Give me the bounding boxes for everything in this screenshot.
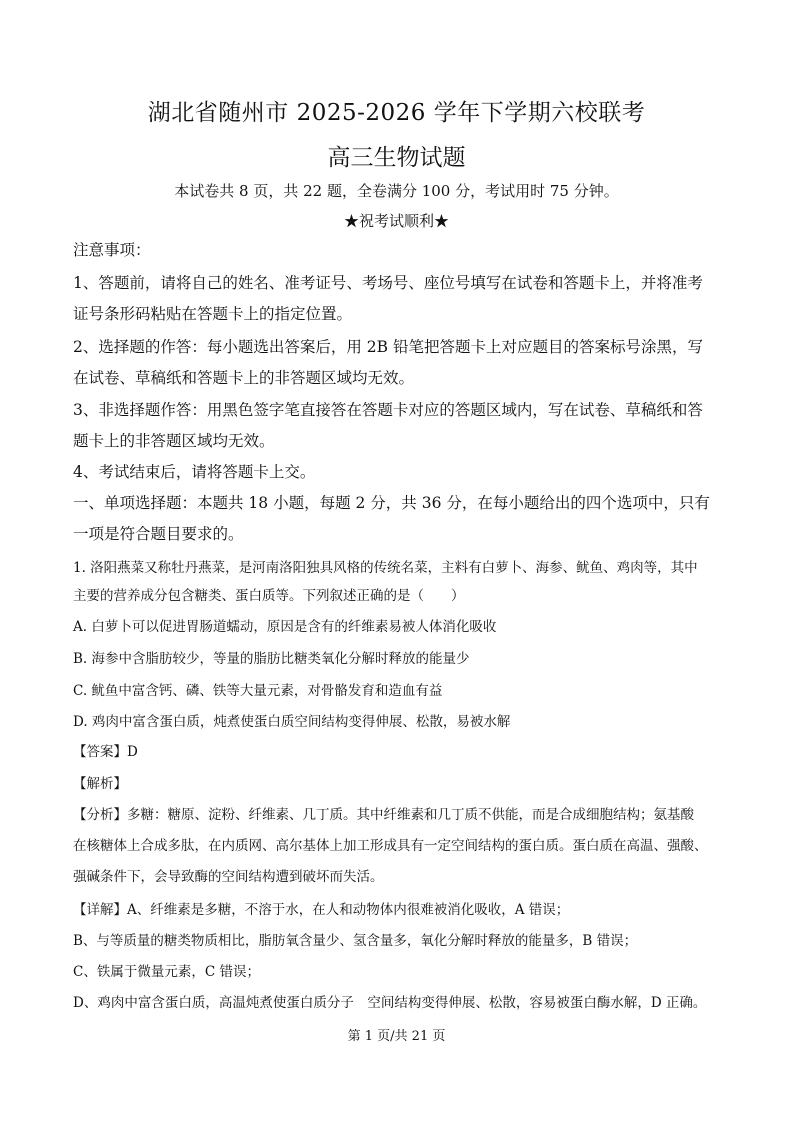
notice-line-5: 3、非选择题作答：用黑色签字笔直接答在答题卡对应的答题区域内，写在试卷、草稿纸和答 [73, 401, 703, 419]
detail-line-2: B、与等质量的糖类物质相比，脂肪氧含量少、氢含量多，氧化分解时释放的能量多，B 错误； [73, 933, 638, 949]
detail-line-3: C、铁属于微量元素，C 错误； [73, 964, 260, 980]
section-heading-line-2: 一项是符合题目要求的。 [73, 525, 244, 543]
good-luck-line: ★祝考试顺利★ [343, 212, 449, 230]
notice-line-6: 题卡上的非答题区域均无效。 [73, 432, 275, 450]
detail-line-1: 【详解】A、纤维素是多糖，不溶于水，在人和动物体内很难被消化吸收，A 错误； [73, 902, 570, 918]
option-d: D. 鸡肉中富含蛋白质，炖煮使蛋白质空间结构变得伸展、松散，易被水解 [73, 714, 511, 730]
page-number: 第 1 页/共 21 页 [347, 1029, 446, 1044]
notice-line-4: 在试卷、草稿纸和答题卡上的非答题区域均无效。 [73, 369, 415, 387]
option-c: C. 鱿鱼中富含钙、磷、铁等大量元素，对骨骼发育和造血有益 [73, 683, 443, 699]
notice-line-7: 4、考试结束后，请将答题卡上交。 [73, 463, 316, 481]
notice-line-2: 证号条形码粘贴在答题卡上的指定位置。 [73, 305, 353, 323]
detail-line-4: D、鸡肉中富含蛋白质，高温炖煮使蛋白质分子 空间结构变得伸展、松散，容易被蛋白酶水解，D 正确。 [73, 995, 707, 1011]
section-heading-line-1: 一、单项选择题：本题共 18 小题，每题 2 分，共 36 分，在每小题给出的四个选项中，只有 [73, 494, 710, 512]
option-b: B. 海参中含脂肪较少，等量的脂肪比糖类氧化分解时释放的能量少 [73, 651, 470, 667]
answer-line: 【答案】D [73, 744, 138, 760]
notice-line-1: 1、答题前，请将自己的姓名、准考证号、考场号、座位号填写在试卷和答题卡上，并将准考 [73, 274, 703, 292]
notice-line-3: 2、选择题的作答：每小题选出答案后，用 2B 铅笔把答题卡上对应题目的答案标号涂黑，写 [73, 338, 703, 356]
question-stem-line-2: 主要的营养成分包含糖类、蛋白质等。下列叙述正确的是（ ） [73, 588, 465, 604]
analysis-line-2: 在核糖体上合成多肽，在内质网、高尔基体上加工形成具有一定空间结构的蛋白质。蛋白质在高温、强酸、 [73, 838, 708, 854]
exam-title: 湖北省随州市 2025-2026 学年下学期六校联考 [147, 100, 646, 126]
analysis-label: 【解析】 [73, 776, 127, 792]
option-a: A. 白萝卜可以促进胃肠道蠕动，原因是含有的纤维素易被人体消化吸收 [73, 619, 497, 635]
exam-subject-title: 高三生物试题 [327, 145, 466, 171]
analysis-line-1: 【分析】多糖：糖原、淀粉、纤维素、几丁质。其中纤维素和几丁质不供能，而是合成细胞结构；氨基酸 [73, 807, 694, 823]
analysis-line-3: 强碱条件下，会导致酶的空间结构遭到破坏而失活。 [73, 869, 384, 885]
question-stem-line-1: 1. 洛阳燕菜又称牡丹燕菜，是河南洛阳独具风格的传统名菜，主料有白萝卜、海参、鱿鱼、鸡肉等，其中 [73, 560, 698, 576]
notice-heading: 注意事项： [73, 241, 151, 259]
exam-info: 本试卷共 8 页，共 22 题，全卷满分 100 分，考试用时 75 分钟。 [174, 182, 619, 200]
